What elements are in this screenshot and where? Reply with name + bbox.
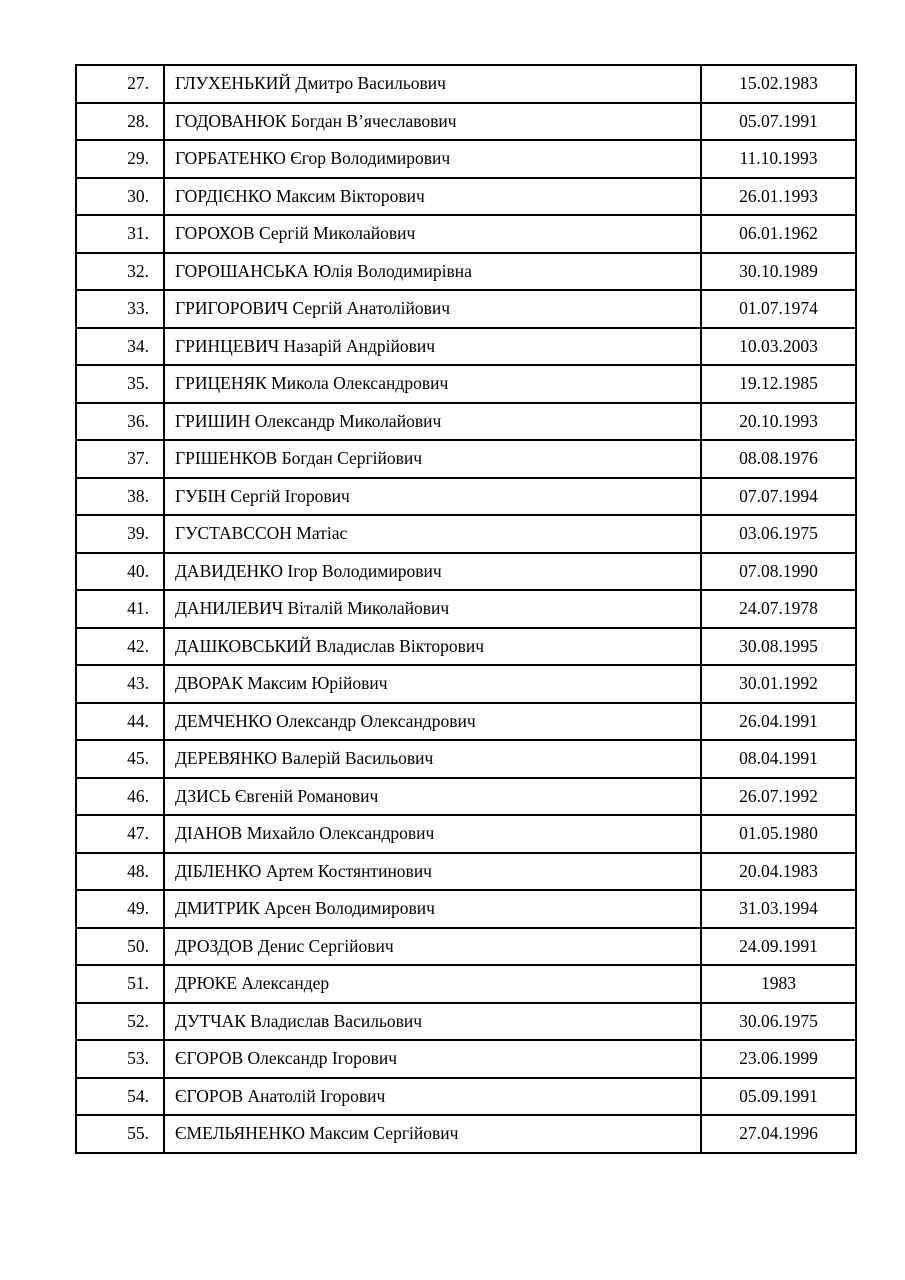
table-row: [76, 628, 856, 666]
row-number: 32.: [76, 253, 164, 291]
table-row: [76, 365, 856, 403]
table-row: [76, 815, 856, 853]
person-name: ЄГОРОВ Олександр Ігорович: [164, 1040, 701, 1078]
row-number: 38.: [76, 478, 164, 516]
row-number: 36.: [76, 403, 164, 441]
birth-date: 26.01.1993: [701, 178, 856, 216]
row-number: 42.: [76, 628, 164, 666]
person-name: ГОДОВАНЮК Богдан В’ячеславович: [164, 103, 701, 141]
row-number: 29.: [76, 140, 164, 178]
person-name: ДУТЧАК Владислав Васильович: [164, 1003, 701, 1041]
birth-date: 20.04.1983: [701, 853, 856, 891]
table-row: [76, 778, 856, 816]
person-name: ГУБІН Сергій Ігорович: [164, 478, 701, 516]
person-name: ДВОРАК Максим Юрійович: [164, 665, 701, 703]
person-name: ГРИШИН Олександр Миколайович: [164, 403, 701, 441]
person-name: ДЗИСЬ Євгеній Романович: [164, 778, 701, 816]
person-name: ЄГОРОВ Анатолій Ігорович: [164, 1078, 701, 1116]
birth-date: 06.01.1962: [701, 215, 856, 253]
row-number: 51.: [76, 965, 164, 1003]
person-name: ДРОЗДОВ Денис Сергійович: [164, 928, 701, 966]
person-name: ГЛУХЕНЬКИЙ Дмитро Васильович: [164, 65, 701, 103]
table-row: [76, 703, 856, 741]
table-row: [76, 890, 856, 928]
row-number: 55.: [76, 1115, 164, 1153]
row-number: 41.: [76, 590, 164, 628]
person-name: ГОРОХОВ Сергій Миколайович: [164, 215, 701, 253]
birth-date: 30.06.1975: [701, 1003, 856, 1041]
personnel-table-body: [76, 65, 856, 1153]
birth-date: 07.07.1994: [701, 478, 856, 516]
birth-date: 24.07.1978: [701, 590, 856, 628]
row-number: 30.: [76, 178, 164, 216]
person-name: ГРИНЦЕВИЧ Назарій Андрійович: [164, 328, 701, 366]
person-name: ДРЮКЕ Александер: [164, 965, 701, 1003]
row-number: 43.: [76, 665, 164, 703]
row-number: 45.: [76, 740, 164, 778]
person-name: ДАНИЛЕВИЧ Віталій Миколайович: [164, 590, 701, 628]
table-row: [76, 290, 856, 328]
table-row: [76, 740, 856, 778]
personnel-table: [75, 64, 857, 1154]
table-row: [76, 328, 856, 366]
row-number: 53.: [76, 1040, 164, 1078]
row-number: 48.: [76, 853, 164, 891]
table-row: [76, 478, 856, 516]
birth-date: 05.09.1991: [701, 1078, 856, 1116]
person-name: ДІАНОВ Михайло Олександрович: [164, 815, 701, 853]
row-number: 50.: [76, 928, 164, 966]
person-name: ГУСТАВССОН Матіас: [164, 515, 701, 553]
birth-date: 05.07.1991: [701, 103, 856, 141]
birth-date: 19.12.1985: [701, 365, 856, 403]
person-name: ГРИГОРОВИЧ Сергій Анатолійович: [164, 290, 701, 328]
person-name: ЄМЕЛЬЯНЕНКО Максим Сергійович: [164, 1115, 701, 1153]
person-name: ГОРОШАНСЬКА Юлія Володимирівна: [164, 253, 701, 291]
table-row: [76, 965, 856, 1003]
table-row: [76, 928, 856, 966]
table-row: [76, 665, 856, 703]
birth-date: 03.06.1975: [701, 515, 856, 553]
person-name: ДАВИДЕНКО Ігор Володимирович: [164, 553, 701, 591]
table-row: [76, 515, 856, 553]
person-name: ДЕРЕВЯНКО Валерій Васильович: [164, 740, 701, 778]
row-number: 35.: [76, 365, 164, 403]
birth-date: 01.05.1980: [701, 815, 856, 853]
row-number: 44.: [76, 703, 164, 741]
row-number: 39.: [76, 515, 164, 553]
birth-date: 30.08.1995: [701, 628, 856, 666]
table-row: [76, 403, 856, 441]
person-name: ГОРДІЄНКО Максим Вікторович: [164, 178, 701, 216]
row-number: 34.: [76, 328, 164, 366]
birth-date: 08.04.1991: [701, 740, 856, 778]
row-number: 31.: [76, 215, 164, 253]
row-number: 28.: [76, 103, 164, 141]
birth-date: 11.10.1993: [701, 140, 856, 178]
birth-date: 31.03.1994: [701, 890, 856, 928]
table-row: [76, 853, 856, 891]
row-number: 46.: [76, 778, 164, 816]
birth-date: 30.10.1989: [701, 253, 856, 291]
person-name: ДАШКОВСЬКИЙ Владислав Вікторович: [164, 628, 701, 666]
table-row: [76, 1040, 856, 1078]
birth-date: 23.06.1999: [701, 1040, 856, 1078]
person-name: ДЕМЧЕНКО Олександр Олександрович: [164, 703, 701, 741]
row-number: 33.: [76, 290, 164, 328]
table-row: [76, 1078, 856, 1116]
birth-date: 26.07.1992: [701, 778, 856, 816]
person-name: ГРИЦЕНЯК Микола Олександрович: [164, 365, 701, 403]
row-number: 40.: [76, 553, 164, 591]
row-number: 49.: [76, 890, 164, 928]
person-name: ДІБЛЕНКО Артем Костянтинович: [164, 853, 701, 891]
birth-date: 07.08.1990: [701, 553, 856, 591]
table-row: [76, 253, 856, 291]
table-row: [76, 590, 856, 628]
table-row: [76, 140, 856, 178]
birth-date: 24.09.1991: [701, 928, 856, 966]
birth-date: 27.04.1996: [701, 1115, 856, 1153]
birth-date: 01.07.1974: [701, 290, 856, 328]
birth-date: 10.03.2003: [701, 328, 856, 366]
table-row: [76, 553, 856, 591]
birth-date: 26.04.1991: [701, 703, 856, 741]
birth-date: 15.02.1983: [701, 65, 856, 103]
row-number: 52.: [76, 1003, 164, 1041]
birth-date: 1983: [701, 965, 856, 1003]
table-row: [76, 1003, 856, 1041]
table-row: [76, 103, 856, 141]
birth-date: 08.08.1976: [701, 440, 856, 478]
birth-date: 30.01.1992: [701, 665, 856, 703]
table-row: [76, 215, 856, 253]
person-name: ГОРБАТЕНКО Єгор Володимирович: [164, 140, 701, 178]
row-number: 37.: [76, 440, 164, 478]
table-row: [76, 1115, 856, 1153]
person-name: ГРІШЕНКОВ Богдан Сергійович: [164, 440, 701, 478]
table-row: [76, 65, 856, 103]
row-number: 54.: [76, 1078, 164, 1116]
birth-date: 20.10.1993: [701, 403, 856, 441]
table-row: [76, 440, 856, 478]
row-number: 47.: [76, 815, 164, 853]
table-row: [76, 178, 856, 216]
person-name: ДМИТРИК Арсен Володимирович: [164, 890, 701, 928]
row-number: 27.: [76, 65, 164, 103]
